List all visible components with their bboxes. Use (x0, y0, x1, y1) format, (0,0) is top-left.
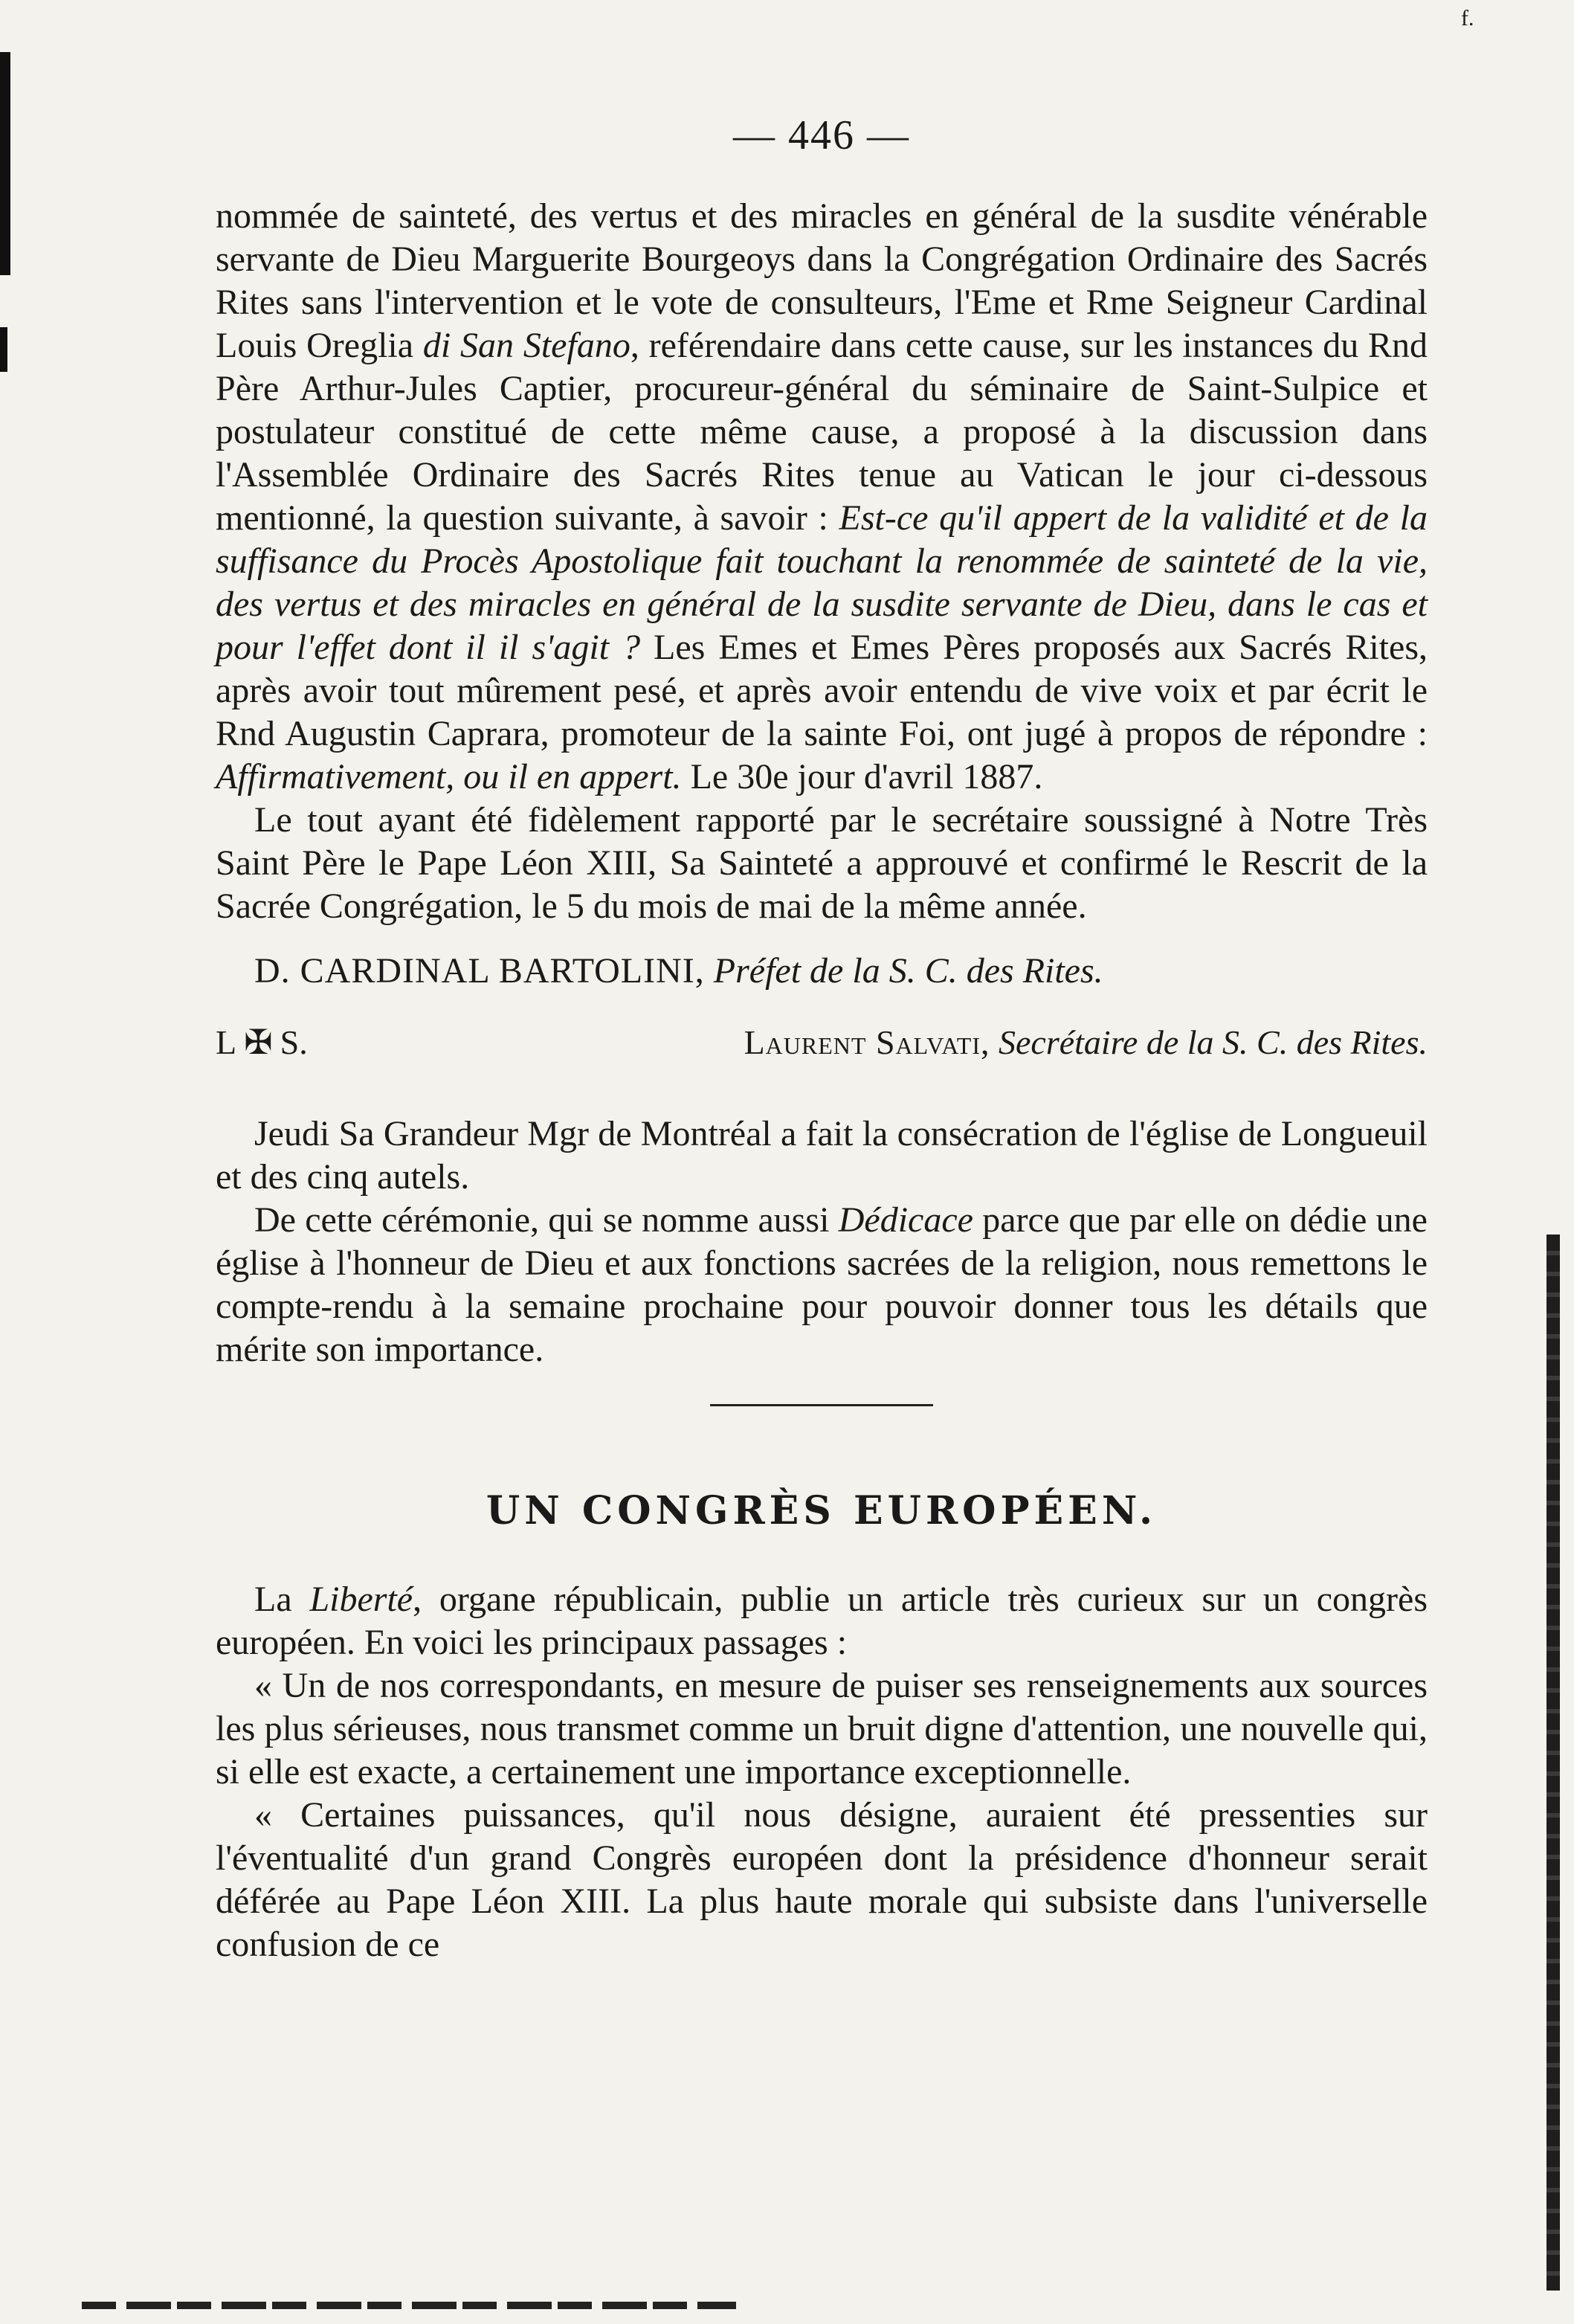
seal-letter-right: S. (280, 1023, 308, 1061)
text-run: , reférendaire dans cette cause, sur les instances du Rnd Père Arthur-Jules Captier, procureur-général du séminaire de Saint-Sulpice et postulateur constitué de cette même cause, a proposé à la discussion dans l'Assemblée Ordinaire des Sacrés Rites tenue au Vatican le jour ci-dessous mentionné, la question suivante, à savoir : (216, 326, 1428, 538)
paragraph-congress: « Certaines puissances, qu'il nous désigne, auraient été pressenties sur l'éventualité d'un grand Congrès européen dont la présidence d'honneur serait déférée au Pape Léon XIII. La plus haute morale qui subsiste dans l'universelle confusion de ce (216, 1795, 1428, 1964)
paragraph-correspondent: « Un de nos correspondants, en mesure de puiser ses renseignements aux sources les plus sérieuses, nous transmet comme un bruit digne d'attention, une nouvelle qui, si elle est exacte, a certainement une importance exceptionnelle. (216, 1666, 1428, 1792)
italic-run: di San Stefano (422, 326, 630, 365)
paragraph-decree (216, 195, 1428, 799)
text-run: parce que par elle on dédie une église à l'honneur de Dieu et aux fonctions sacrées de la religion, nous remettons le compte-rendu à la semaine prochaine pour pouvoir donner tous les détails que mérite son importance. (216, 1200, 1428, 1369)
text-run: nommée de sainteté, des vertus et des miracles en général de la susdite vénérable servante de Dieu Marguerite Bourgeoys dans la Congrégation Ordinaire des Sacrés Rites sans l'intervention et le vote de consulteurs, l'Eme et Rme Seigneur Cardinal Louis Oreglia (216, 196, 1428, 365)
section-title: UN CONGRÈS EUROPÉEN. (486, 1488, 1158, 1533)
prefect-title: Préfet de la S. C. des Rites. (713, 951, 1103, 991)
seal-mark (216, 1020, 308, 1065)
paragraph-approval: Le tout ayant été fidèlement rapporté par le secrétaire soussigné à Notre Très Saint Père le Pape Léon XIII, Sa Sainteté a approuvé et confirmé le Rescrit de la Sacrée Congrégation, le 5 du mois de mai de la même année. (216, 800, 1428, 926)
bottom-rule (82, 2302, 736, 2309)
signature-secretary (744, 1020, 1428, 1065)
signature-prefect (216, 949, 1428, 994)
secretary-name: Laurent Salvati, (744, 1023, 990, 1061)
paragraph-consecration: Jeudi Sa Grandeur Mgr de Montréal a fait la consécration de l'église de Longueuil et des cinq autels. (216, 1114, 1428, 1197)
italic-run: Est-ce qu'il appert de la validité et de la suffisance du Procès Apostolique fait touchant la renommée de sainteté de la vie, des vertus et des miracles en général de la susdite servante de Dieu, dans le cas et pour l'effet dont il il s'agit ? (216, 498, 1428, 667)
corner-mark: f. (1461, 6, 1474, 30)
section-divider (710, 1404, 933, 1406)
signature-secretary-row (216, 1020, 1428, 1065)
text-run: De cette cérémonie, qui se nomme aussi (254, 1200, 839, 1240)
text-run: Le 30e jour d'avril 1887. (681, 757, 1043, 796)
paragraph-liberte (216, 1578, 1428, 1664)
spacer (216, 1065, 1428, 1113)
secretary-title: Secrétaire de la S. C. des Rites. (999, 1023, 1428, 1061)
text-run: La (254, 1580, 310, 1619)
seal-letter-left: L (216, 1023, 237, 1061)
italic-run: Affirmativement, ou il en appert. (216, 757, 682, 796)
text-run: , organe républicain, publie un article très curieux sur un congrès européen. En voici les principaux passages : (216, 1580, 1428, 1662)
cross-icon: ✠ (244, 1023, 273, 1061)
scan-edge-mid (0, 327, 7, 372)
italic-run: Liberté (309, 1580, 413, 1619)
scan-edge-top (0, 52, 10, 275)
text-run: Les Emes et Emes Pères proposés aux Sacrés Rites, après avoir tout mûrement pesé, et après avoir entendu de vive voix et par écrit le Rnd Augustin Caprara, promoteur de la sainte Foi, ont jugé à propos de répondre : (216, 628, 1428, 753)
page (216, 112, 1428, 1966)
scan-margin-mark (1546, 1235, 1560, 2291)
prefect-name: D. CARDINAL BARTOLINI, (254, 951, 705, 991)
italic-run: Dédicace (838, 1200, 973, 1240)
paragraph-dedication (216, 1199, 1428, 1371)
page-number: — 446 — (733, 112, 910, 158)
